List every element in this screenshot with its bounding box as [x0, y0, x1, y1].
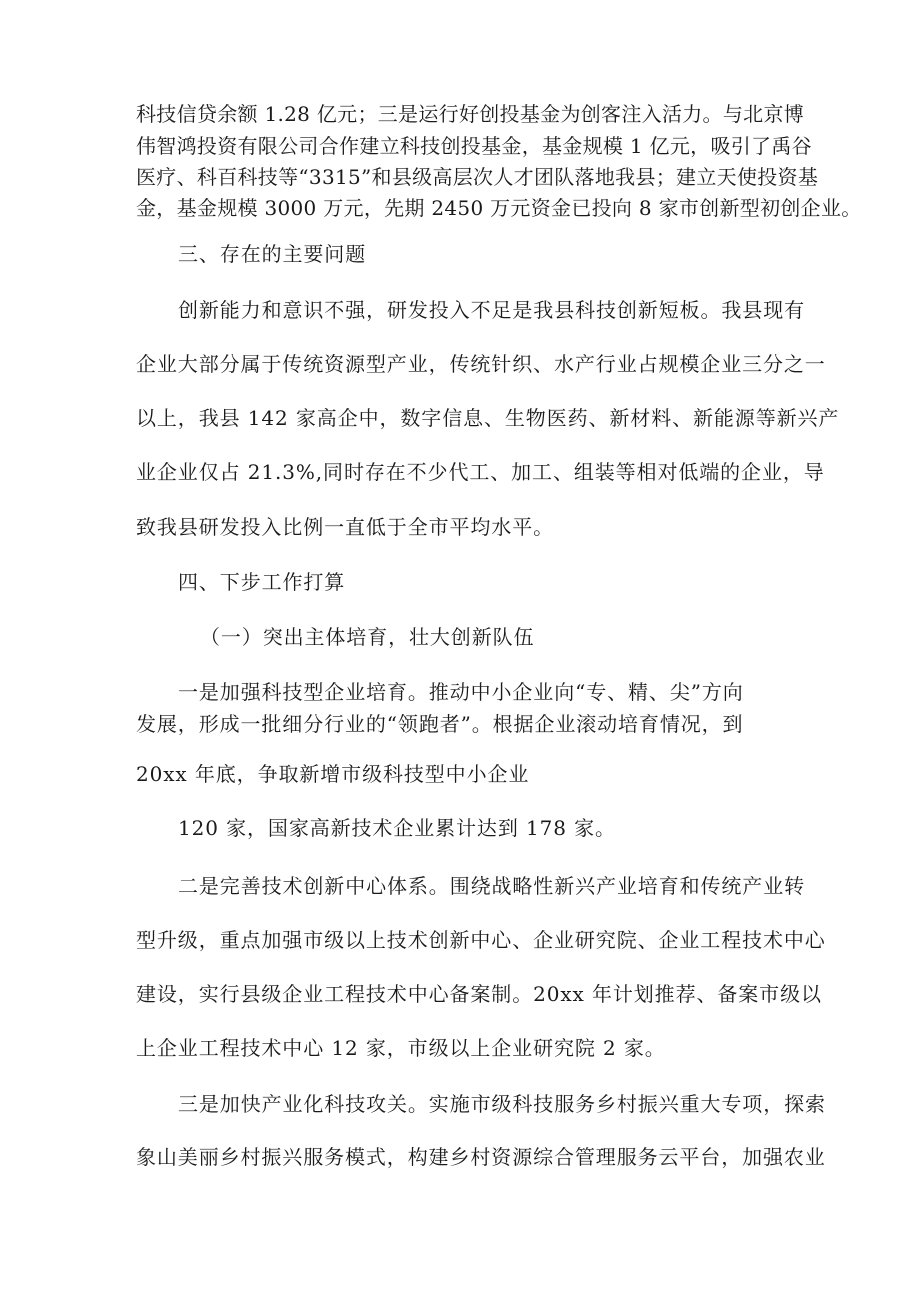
section-heading: 四、下步工作打算: [178, 570, 346, 594]
text-line: 120 家，国家高新技术企业累计达到 178 家。: [178, 816, 616, 840]
text-line: 致我县研发投入比例一直低于全市平均水平。: [136, 515, 554, 539]
text-line: 型升级，重点加强市级以上技术创新中心、企业研究院、企业工程技术中心: [136, 928, 826, 952]
text-line: 伟智鸿投资有限公司合作建立科技创投基金，基金规模 1 亿元，吸引了禹谷: [136, 134, 812, 158]
text-line: 金，基金规模 3000 万元，先期 2450 万元资金已投向 8 家市创新型初创企业。: [136, 196, 862, 220]
text-line: 二是完善技术创新中心体系。围绕战略性新兴产业培育和传统产业转: [178, 874, 805, 898]
text-line: 业企业仅占 21.3%,同时存在不少代工、加工、组装等相对低端的企业，导: [136, 460, 825, 484]
subsection-heading: （一）突出主体培育，壮大创新队伍: [200, 625, 535, 649]
text-line: 企业大部分属于传统资源型产业，传统针织、水产行业占规模企业三分之一: [136, 352, 826, 376]
text-line: 三是加快产业化科技攻关。实施市级科技服务乡村振兴重大专项，探索: [178, 1092, 826, 1116]
text-line: 建设，实行县级企业工程技术中心备案制。20xx 年计划推荐、备案市级以: [136, 982, 822, 1006]
text-line: 创新能力和意识不强，研发投入不足是我县科技创新短板。我县现有: [178, 298, 805, 322]
text-line: 科技信贷余额 1.28 亿元；三是运行好创投基金为创客注入活力。与北京博: [136, 102, 805, 126]
text-line: 发展，形成一批细分行业的“领跑者”。根据企业滚动培育情况，到: [136, 712, 744, 736]
text-line: 象山美丽乡村振兴服务模式，构建乡村资源综合管理服务云平台，加强农业: [136, 1145, 826, 1169]
text-line: 上企业工程技术中心 12 家，市级以上企业研究院 2 家。: [136, 1036, 666, 1060]
section-heading: 三、存在的主要问题: [178, 242, 367, 266]
text-line: 医疗、科百科技等“3315”和县级高层次人才团队落地我县；建立天使投资基: [136, 165, 819, 189]
text-line: 20xx 年底，争取新增市级科技型中小企业: [136, 762, 530, 786]
text-line: 以上，我县 142 家高企中，数字信息、生物医药、新材料、新能源等新兴产: [136, 406, 840, 430]
text-line: 一是加强科技型企业培育。推动中小企业向“专、精、尖”方向: [178, 680, 744, 704]
